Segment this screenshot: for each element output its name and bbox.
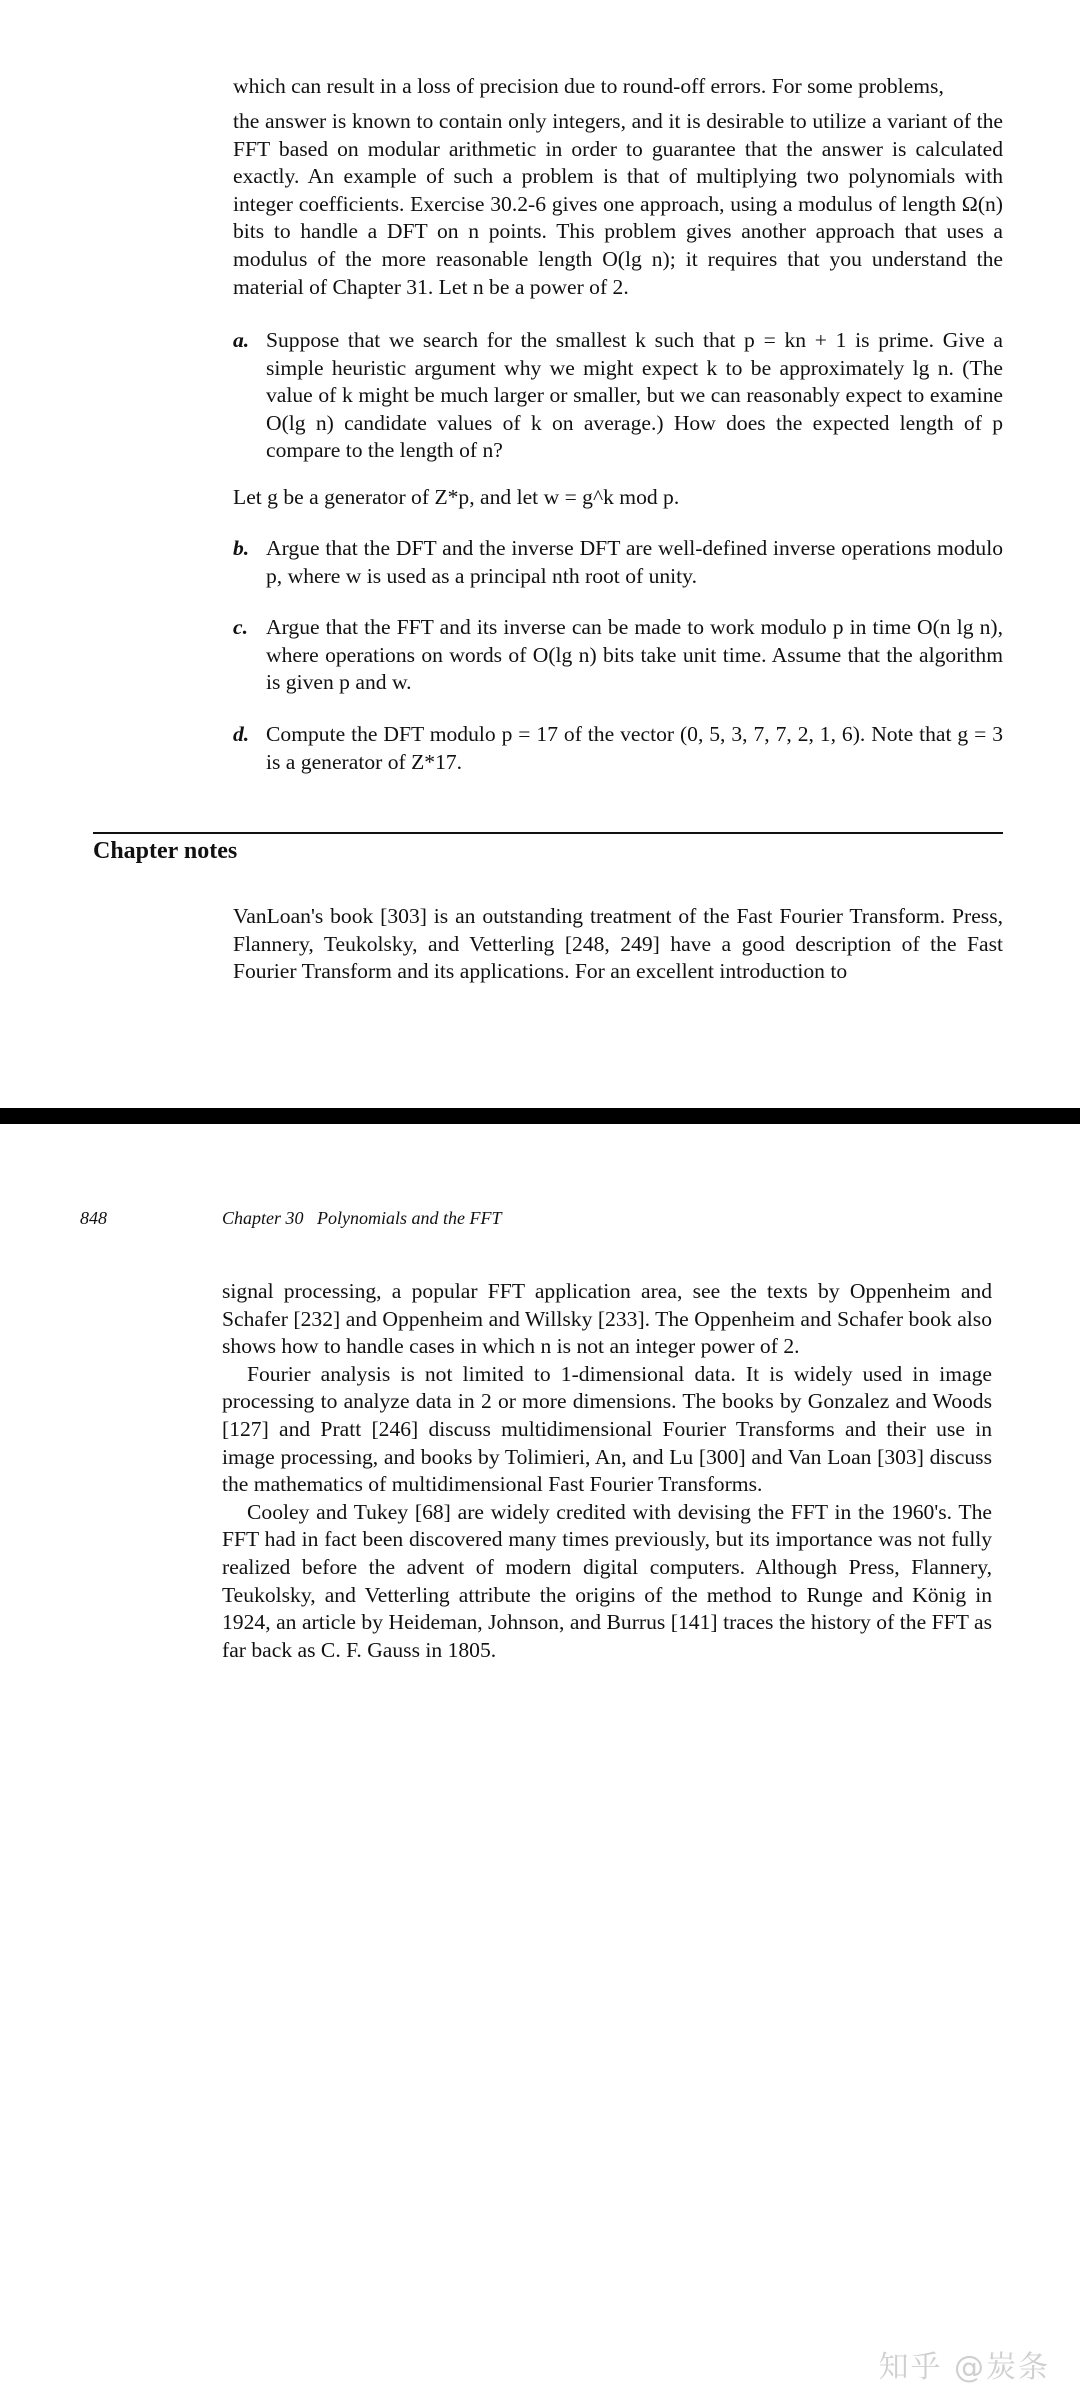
fft-history-paragraph: Cooley and Tukey [68] are widely credited with devising the FFT in the 1960's. The FFT had in fact been discovered many times previously, but its importance was not fully realized before the advent of modern digital computers. Although Press, Flannery, Teukolsky, and Vetterling attribute the origins of the method to Runge and König in 1924, an article by Heideman, Johnson, and Burrus [141] traces the history of the FFT as far back as C. F. Gauss in 1805. [222, 1499, 992, 1662]
cut-off-line: which can result in a loss of precision due to round-off errors. For some problems, [233, 74, 944, 98]
problem-item-c [233, 614, 1003, 697]
chapter-notes-heading: Chapter notes [93, 838, 238, 864]
item-letter: c. [233, 615, 248, 639]
generator-paragraph: Let g be a generator of Z*p, and let w = g^k mod p. [233, 485, 680, 509]
bottom-page-text [222, 1278, 992, 1664]
item-letter: a. [233, 328, 250, 352]
page-divider [0, 1108, 1080, 1124]
notes-continuation-paragraph: signal processing, a popular FFT application area, see the texts by Oppenheim and Schafer [232] and Oppenheim and Willsky [233]. The Oppenheim and Schafer book also shows how to handle cases in which n is not an integer power of 2. [222, 1279, 992, 1359]
problem-item-d [233, 721, 1003, 776]
page-number: 848 [80, 1208, 107, 1228]
problem-intro-paragraph: the answer is known to contain only integers, and it is desirable to utilize a variant of the FFT based on modular arithmetic in order to guarantee that the answer is calculated exactly. An example of such a problem is that of multiplying two polynomials with integer coefficients. Exercise 30.2-6 gives one approach, using a modulus of length Ω(n) bits to handle a DFT on n points. This problem gives another approach that uses a modulus of the more reasonable length O(lg n); it requires that you understand the material of Chapter 31. Let n be a power of 2. [233, 109, 1003, 299]
item-text: Argue that the FFT and its inverse can be made to work modulo p in time O(n lg n), where operations on words of O(lg n) bits take unit time. Assume that the algorithm is given p and w. [266, 615, 1003, 695]
section-rule [93, 832, 1003, 834]
fourier-analysis-paragraph: Fourier analysis is not limited to 1-dimensional data. It is widely used in image processing to analyze data in 2 or more dimensions. The books by Gonzalez and Woods [127] and Pratt [246] discuss multidimensional Fourier Transforms and their use in image processing, and books by Tolimieri, An, and Lu [300] and Van Loan [303] discuss the mathematics of multidimensional Fast Fourier Transforms. [222, 1361, 992, 1497]
top-page [0, 0, 1080, 1108]
item-letter: d. [233, 722, 250, 746]
problem-item-a [233, 327, 1003, 465]
chapter-notes-paragraph: VanLoan's book [303] is an outstanding treatment of the Fast Fourier Transform. Press, Flannery, Teukolsky, and Vetterling [248, 249] have a good description of the Fast Fourier Transform and its applications. For an excellent introduction to [233, 904, 1003, 984]
problem-item-b [233, 535, 1003, 590]
item-text: Compute the DFT modulo p = 17 of the vector (0, 5, 3, 7, 7, 2, 1, 6). Note that g = 3 is a generator of Z*17. [266, 722, 1003, 774]
item-text: Suppose that we search for the smallest k such that p = kn + 1 is prime. Give a simple heuristic argument why we might expect k to be approximately lg n. (The value of k might be much larger or smaller, but we can reasonably expect to examine O(lg n) candidate values of k on average.) How does the expected length of p compare to the length of n? [266, 328, 1003, 463]
running-title: Chapter 30 Polynomials and the FFT [222, 1208, 502, 1228]
item-letter: b. [233, 536, 250, 560]
item-text: Argue that the DFT and the inverse DFT are well-defined inverse operations modulo p, where w is used as a principal nth root of unity. [266, 536, 1003, 588]
watermark: 知乎 @炭条 [878, 2350, 1050, 2385]
